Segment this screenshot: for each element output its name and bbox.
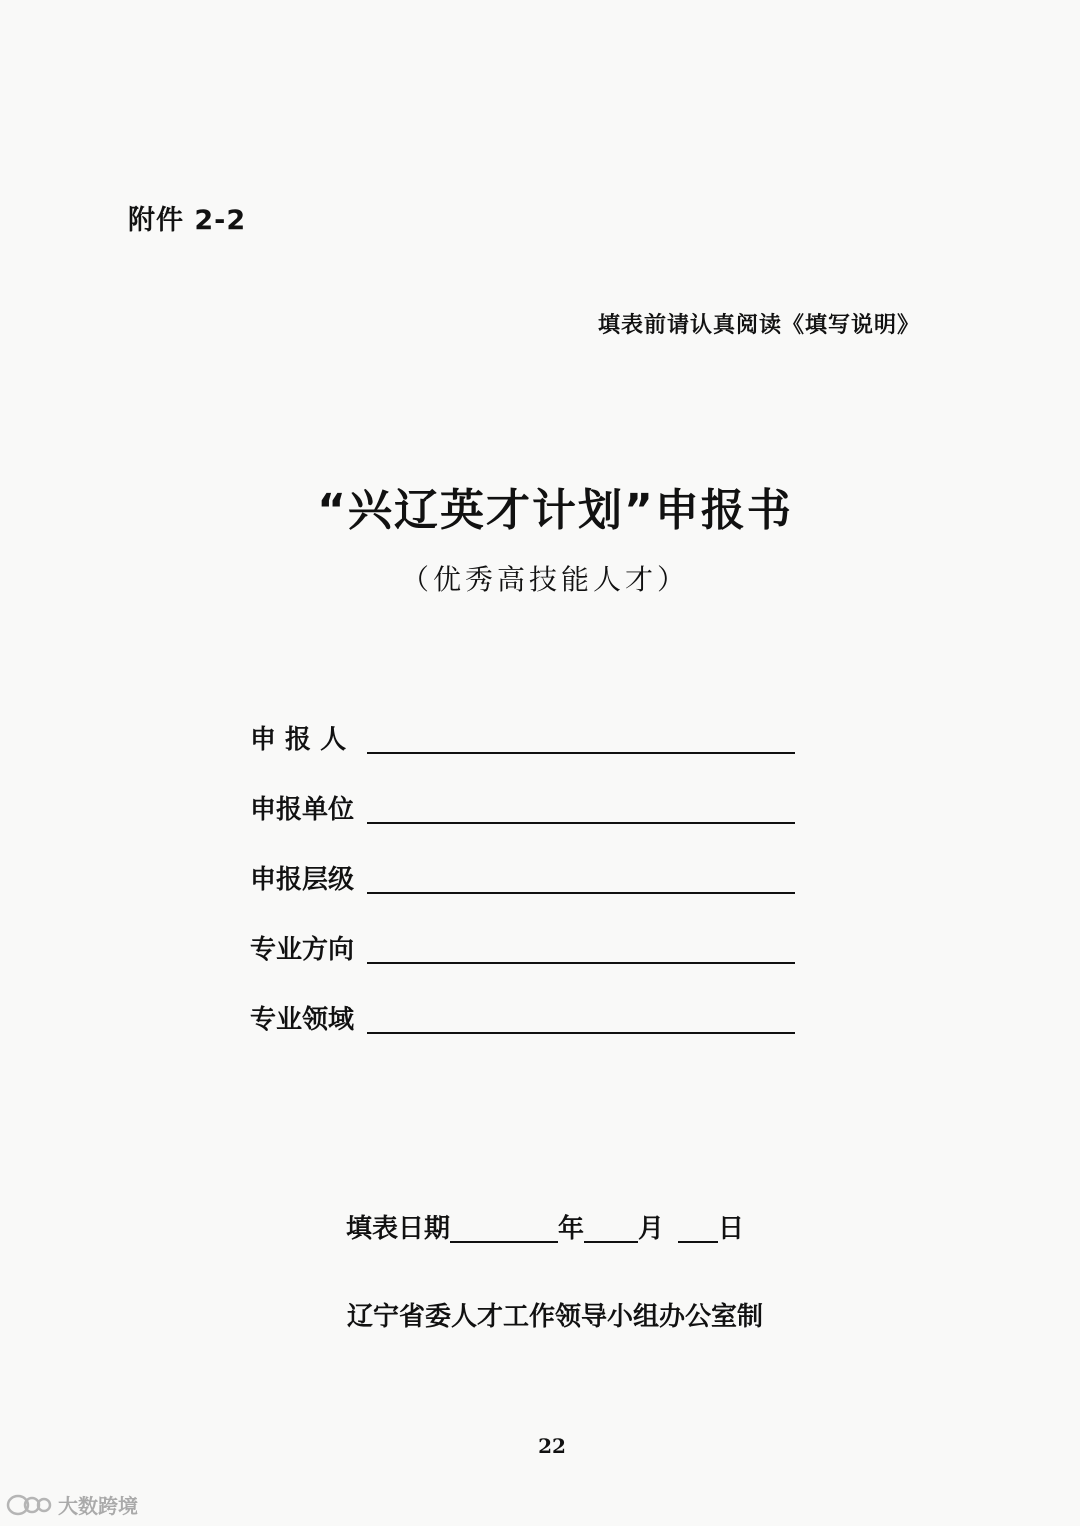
field-blank-level[interactable] [367, 862, 795, 894]
date-label: 填表日期 [346, 1214, 451, 1244]
field-row-direction [250, 896, 795, 966]
page-number: 22 [538, 1434, 566, 1458]
field-blank-domain[interactable] [367, 1002, 795, 1034]
fill-instruction-note: 填表前请认真阅读《填写说明》 [597, 313, 920, 338]
date-month-unit: 月 [638, 1214, 665, 1244]
date-month-blank[interactable] [584, 1213, 638, 1243]
field-blank-direction[interactable] [367, 932, 795, 964]
date-day-unit: 日 [718, 1214, 745, 1244]
applicant-fields [250, 686, 795, 1036]
field-label-applicant: 申 报 人 [250, 725, 347, 755]
watermark [6, 1490, 138, 1519]
document-title: “兴辽英才计划”申报书 [317, 485, 793, 536]
field-row-organization [250, 756, 795, 826]
document-subtitle: （优秀高技能人才） [400, 563, 689, 596]
field-row-level [250, 826, 795, 896]
date-year-blank[interactable] [450, 1213, 558, 1243]
field-label-direction: 专业方向 [250, 935, 355, 965]
field-label-domain: 专业领域 [250, 1005, 355, 1035]
attachment-label: 附件 2-2 [128, 205, 247, 236]
brand-logo-icon [6, 1492, 52, 1518]
field-label-organization: 申报单位 [250, 795, 355, 825]
date-year-unit: 年 [558, 1214, 585, 1244]
field-label-level: 申报层级 [250, 865, 355, 895]
fill-date-row [346, 1208, 744, 1245]
issuer-line: 辽宁省委人才工作领导小组办公室制 [346, 1302, 763, 1332]
date-day-blank[interactable] [678, 1213, 718, 1243]
watermark-text: 大数跨境 [58, 1494, 138, 1518]
field-row-applicant [250, 686, 795, 756]
field-row-domain [250, 966, 795, 1036]
field-blank-applicant[interactable] [367, 722, 795, 754]
field-blank-organization[interactable] [367, 792, 795, 824]
